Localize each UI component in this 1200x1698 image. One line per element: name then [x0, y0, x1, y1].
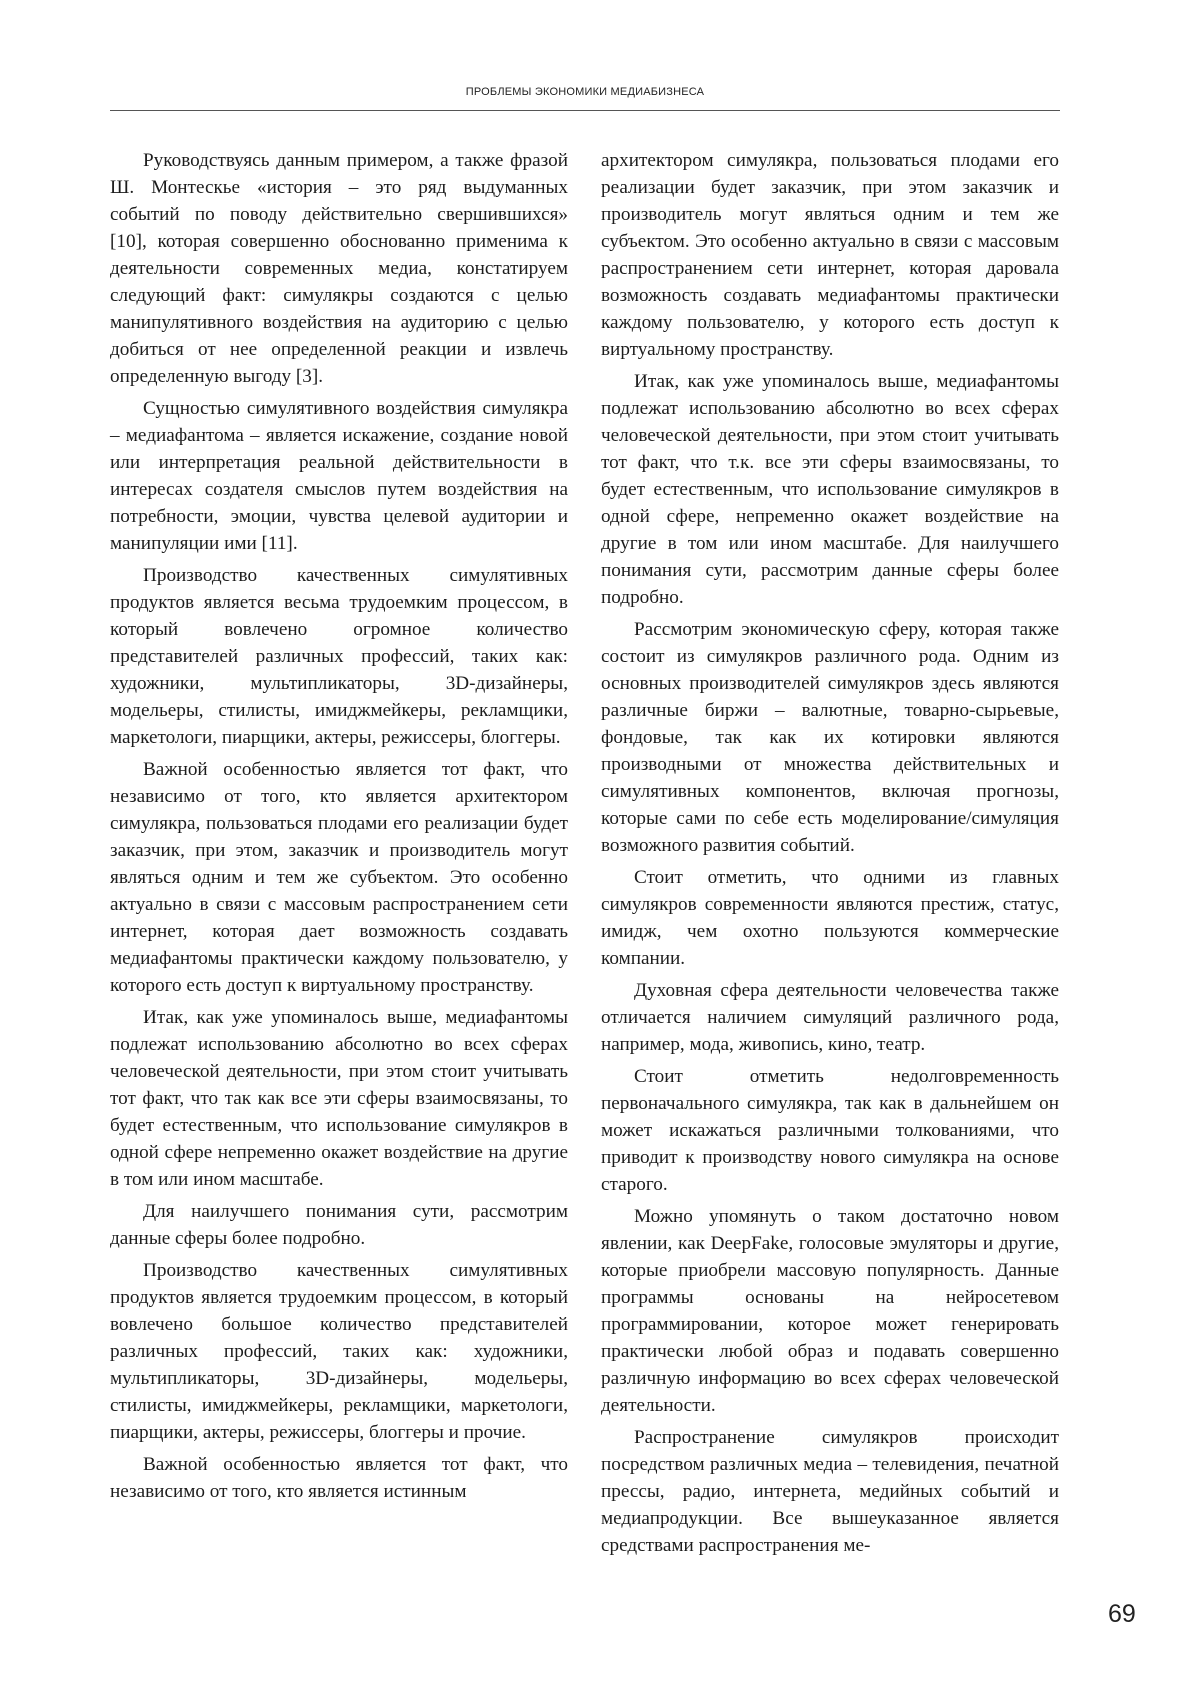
paragraph: Духовная сфера деятельности человечества также отличается наличием симуляций различного рода, например, мода, живопись, кино, театр.: [601, 980, 1059, 1055]
page-number: 69: [1108, 1600, 1136, 1628]
paragraph: Важной особенностью является тот факт, что независимо от того, кто является архитектором симулякра, пользоваться плодами его реализации будет заказчик, при этом, заказчик и производитель могут являться одним и тем же субъектом. Это особенно актуально в связи с массовым распространением сети интернет, которая дает возможность создавать медиафантомы практически каждому пользователю, у которого есть доступ к виртуальному пространству.: [110, 759, 568, 996]
paragraph: Производство качественных симулятивных продуктов является трудоемким процессом, в который вовлечено большое количество представителей различных профессий, таких как: художники, мультипликаторы, 3D-дизайнеры, модельеры, стилисты, имиджмейкеры, рекламщики, маркетологи, пиарщики, актеры, режиссеры, блоггеры и прочие.: [110, 1260, 568, 1443]
paragraph: Производство качественных симулятивных продуктов является весьма трудоемким процессом, в который вовлечено огромное количество представителей различных профессий, таких как: художники, мультипликаторы, 3D-дизайнеры, модельеры, стилисты, имиджмейкеры, рекламщики, маркетологи, пиарщики, актеры, режиссеры, блоггеры.: [110, 565, 568, 748]
paragraph: Стоит отметить, что одними из главных симулякров современности являются престиж, статус, имидж, чем охотно пользуются коммерческие компании.: [601, 867, 1059, 969]
paragraph: Стоит отметить недолговременность первоначального симулякра, так как в дальнейшем он может искажаться различными толкованиями, что приводит к производству нового симулякра на основе старого.: [601, 1066, 1059, 1195]
paragraph-continuation: архитектором симулякра, пользоваться плодами его реализации будет заказчик, при этом заказчик и производитель могут являться одним и тем же субъектом. Это особенно актуально в связи с массовым распространением сети интернет, которая даровала возможность создавать медиафантомы практически каждому пользователю, у которого есть доступ к виртуальному пространству.: [601, 150, 1059, 360]
header-rule: [110, 110, 1060, 111]
running-header: ПРОБЛЕМЫ ЭКОНОМИКИ МЕДИАБИЗНЕСА: [465, 86, 705, 98]
paragraph: Рассмотрим экономическую сферу, которая также состоит из симулякров различного рода. Одним из основных производителей симулякров здесь являются различные биржи – валютные, товарно-сырьевые, фондовые, так как их котировки являются производными от множества действительных и симулятивных компонентов, включая прогнозы, которые сами по себе есть моделирование/симуляция возможного развития событий.: [601, 619, 1059, 856]
paragraph: Можно упомянуть о таком достаточно новом явлении, как DeepFake, голосовые эмуляторы и другие, которые приобрели массовую популярность. Данные программы основаны на нейросетевом программировании, которое может генерировать практически любой образ и подавать совершенно различную информацию во всех сферах человеческой деятельности.: [601, 1206, 1059, 1416]
right-column: [601, 147, 1059, 1564]
paragraph: Важной особенностью является тот факт, что независимо от того, кто является истинным: [110, 1454, 568, 1502]
paragraph: Итак, как уже упоминалось выше, медиафантомы подлежат использованию абсолютно во всех сферах человеческой деятельности, при этом стоит учитывать тот факт, что так как все эти сферы взаимосвязаны, то будет естественным, что использование симулякров в одной сфере непременно окажет воздействие на другие в том или ином масштабе.: [110, 1007, 568, 1190]
paragraph: Распространение симулякров происходит посредством различных медиа – телевидения, печатной прессы, радио, интернета, медийных событий и медиапродукции. Все вышеуказанное является средствами распространения ме-: [601, 1427, 1059, 1556]
paragraph: Для наилучшего понимания сути, рассмотрим данные сферы более подробно.: [110, 1201, 568, 1249]
paragraph: Итак, как уже упоминалось выше, медиафантомы подлежат использованию абсолютно во всех сферах человеческой деятельности, при этом стоит учитывать тот факт, что т.к. все эти сферы взаимосвязаны, то будет естественным, что использование симулякров в одной сфере, непременно окажет воздействие на другие в том или ином масштабе. Для наилучшего понимания сути, рассмотрим данные сферы более подробно.: [601, 371, 1059, 608]
left-column: [110, 147, 568, 1510]
paragraph: Руководствуясь данным примером, а также фразой Ш. Монтескье «история – это ряд выдуманных событий по поводу действительно свершившихся» [10], которая совершенно обоснованно применима к деятельности современных медиа, констатируем следующий факт: симулякры создаются с целью манипулятивного воздействия на аудиторию с целью добиться от нее определенной реакции и извлечь определенную выгоду [3].: [110, 150, 568, 387]
paragraph: Сущностью симулятивного воздействия симулякра – медиафантома – является искажение, создание новой или интерпретация реальной действительности в интересах создателя смыслов путем воздействия на потребности, эмоции, чувства целевой аудитории и манипуляции ими [11].: [110, 398, 568, 554]
